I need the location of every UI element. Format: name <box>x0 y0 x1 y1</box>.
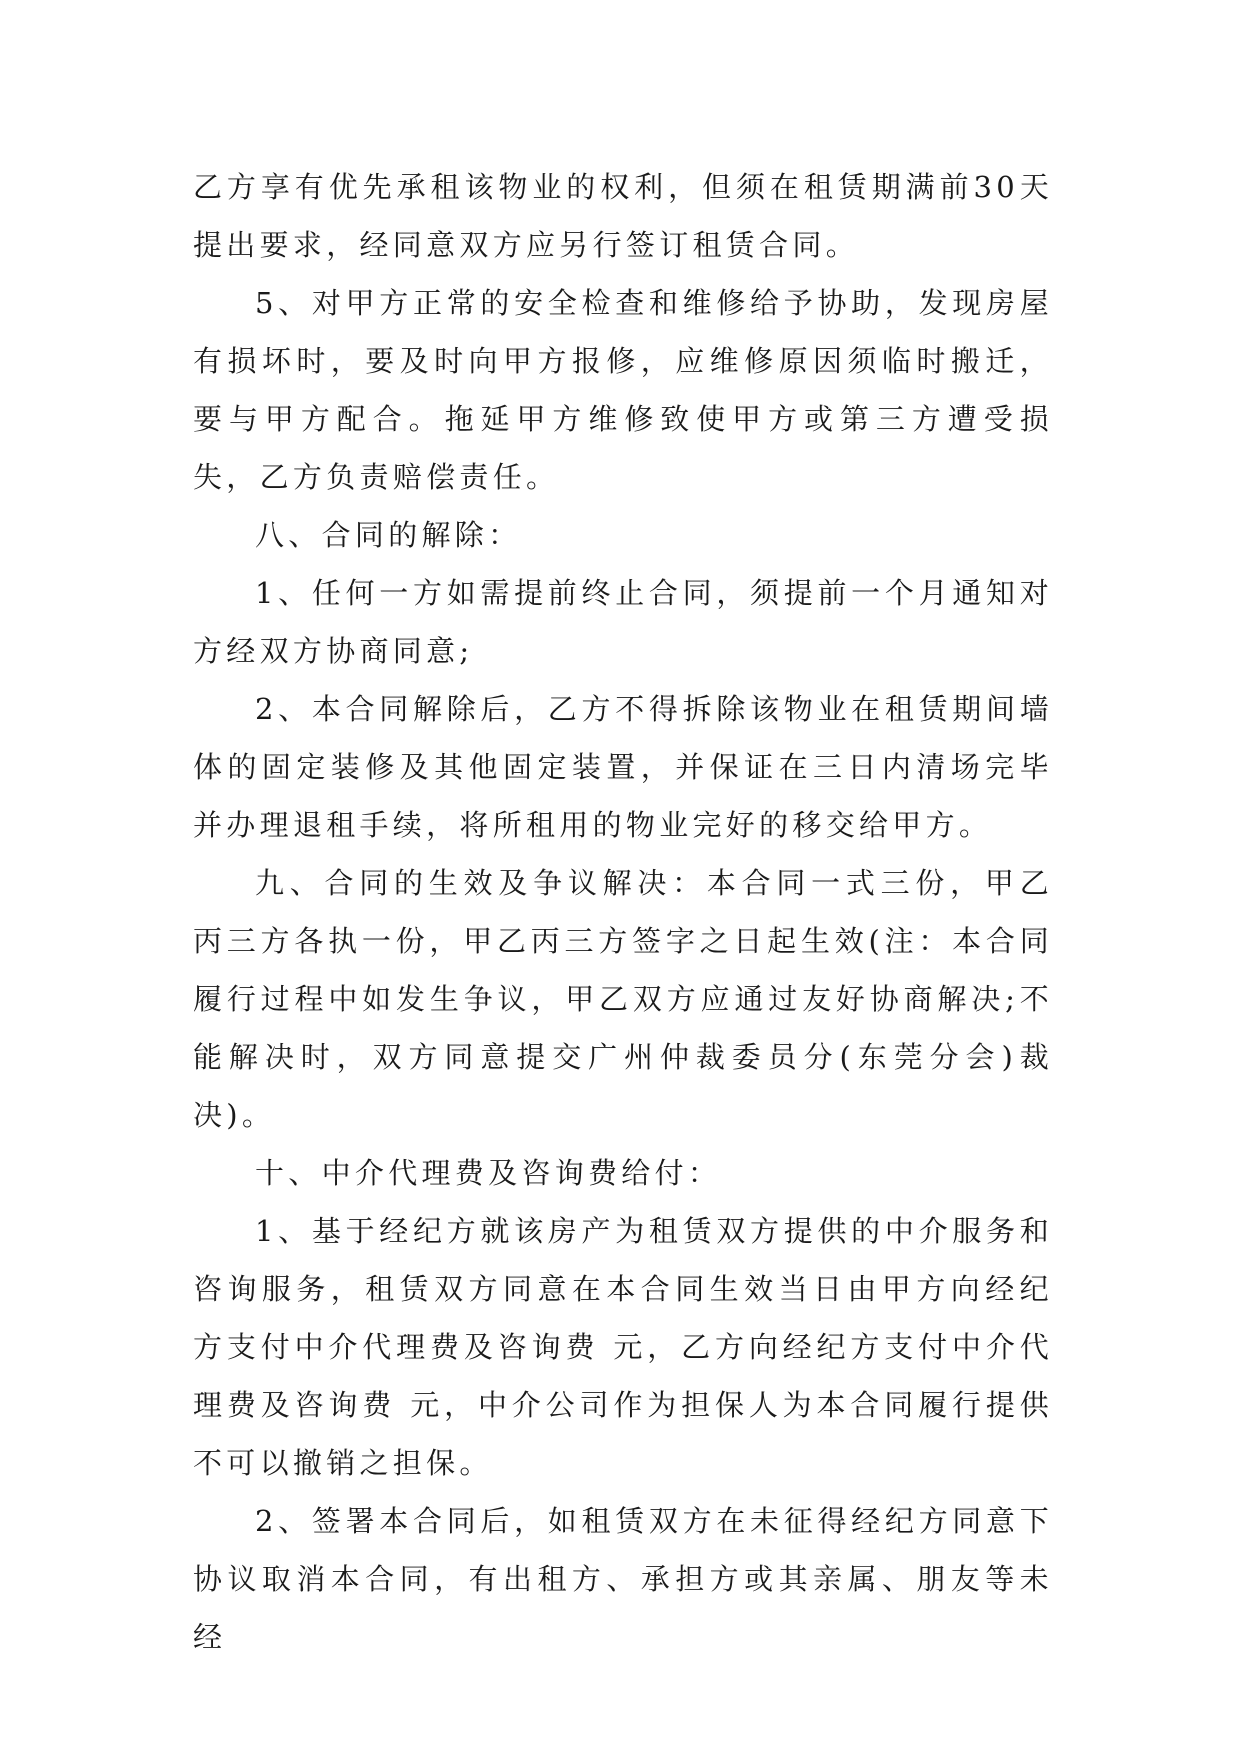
paragraph-effectiveness: 九、合同的生效及争议解决：本合同一式三份，甲乙丙三方各执一份，甲乙丙三方签字之日起生效(注：本合同履行过程中如发生争议，甲乙双方应通过友好协商解决;不能解决时，双方同意提交广州仲裁委员分(东莞分会)裁决)。 <box>193 866 1053 1132</box>
paragraph-lease-renewal: 乙方享有优先承租该物业的权利，但须在租赁期满前30天提出要求，经同意双方应另行签订租赁合同。 <box>193 170 1053 262</box>
paragraph-agency-fee-1: 1、基于经纪方就该房产为租赁双方提供的中介服务和咨询服务，租赁双方同意在本合同生效当日由甲方向经纪方支付中介代理费及咨询费 元，乙方向经纪方支付中介代理费及咨询费 元，中介公司作为担保人为本合同履行提供不可以撤销之担保。 <box>193 1214 1053 1480</box>
paragraph-agency-fee-2: 2、签署本合同后，如租赁双方在未征得经纪方同意下协议取消本合同，有出租方、承担方或其亲属、朋友等未经 <box>193 1504 1053 1654</box>
paragraph-termination-2: 2、本合同解除后，乙方不得拆除该物业在租赁期间墙体的固定装修及其他固定装置，并保证在三日内清场完毕并办理退租手续，将所租用的物业完好的移交给甲方。 <box>193 692 1053 842</box>
document-body <box>193 158 1053 1666</box>
paragraph-clause-5: 5、对甲方正常的安全检查和维修给予协助，发现房屋有损坏时，要及时向甲方报修，应维修原因须临时搬迁，要与甲方配合。拖延甲方维修致使甲方或第三方遭受损失，乙方负责赔偿责任。 <box>193 286 1053 494</box>
section-heading-termination: 八、合同的解除： <box>255 518 522 552</box>
section-heading-agency-fee: 十、中介代理费及咨询费给付： <box>255 1156 722 1190</box>
paragraph-termination-1: 1、任何一方如需提前终止合同，须提前一个月通知对方经双方协商同意; <box>193 576 1053 668</box>
